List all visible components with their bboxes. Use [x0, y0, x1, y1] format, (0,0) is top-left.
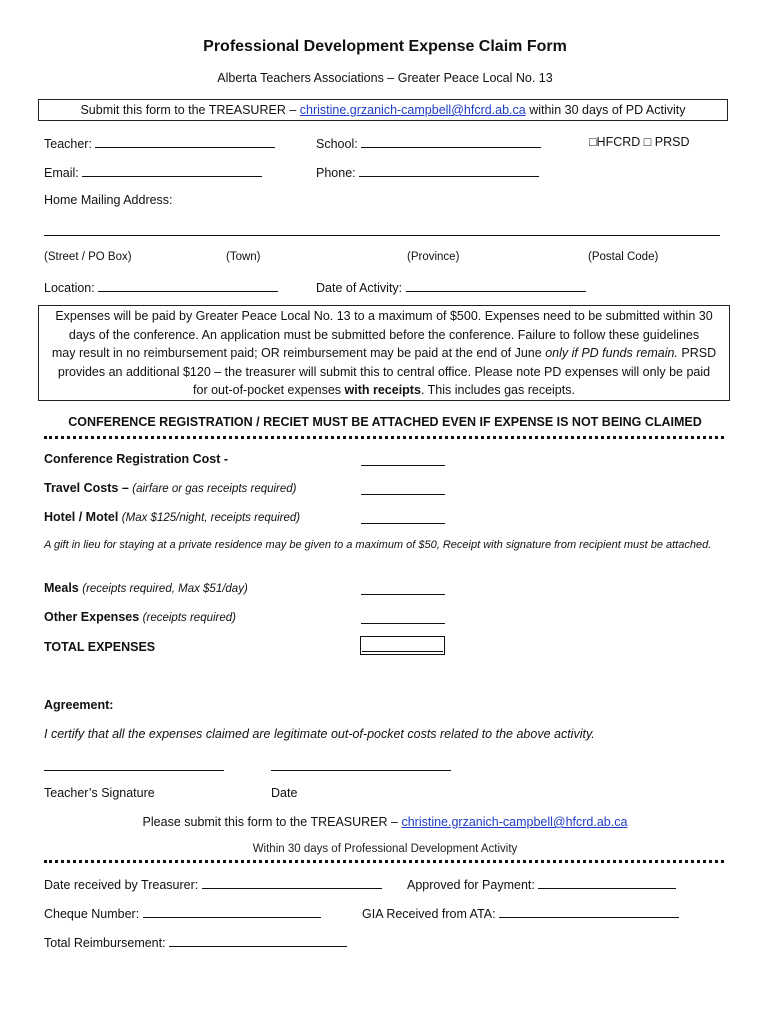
phone-field — [316, 164, 539, 180]
total-reimbursement-field — [44, 934, 347, 950]
other-item — [44, 610, 236, 624]
registration-label: Conference Registration Cost - — [44, 452, 229, 466]
location-input-line[interactable] — [98, 279, 278, 292]
cheque-label: Cheque Number: — [44, 907, 140, 921]
date-of-activity-label: Date of Activity: — [316, 281, 403, 295]
email-input-line[interactable] — [82, 164, 262, 177]
agreement-statement: I certify that all the expenses claimed are legitimate out-of-pocket costs related to the above activity. — [44, 727, 595, 741]
other-note: (receipts required) — [142, 612, 236, 624]
divider-dashed-bottom — [44, 860, 724, 863]
travel-label: Travel Costs – — [44, 481, 129, 495]
policy-line-1: Expenses will be paid by Greater Peace Local No. 13 to a maximum of $500. Expenses need to be submitted within 30 — [55, 309, 713, 323]
hotel-item — [44, 510, 300, 524]
school-input-line[interactable] — [361, 135, 541, 148]
approved-input-line[interactable] — [538, 876, 676, 889]
policy-line-5 — [45, 381, 723, 400]
home-address-input-line[interactable] — [44, 235, 720, 236]
date-of-activity-input-line[interactable] — [406, 279, 586, 292]
policy-line-3a: may result in no reimbursement paid; OR reimbursement may be paid at the end of June — [51, 346, 546, 361]
submit-notice-prefix: Submit this form to the TREASURER – — [80, 103, 300, 117]
policy-line-5c: . This includes gas receipts. — [420, 383, 575, 398]
date-line[interactable] — [271, 770, 451, 771]
school-label: School: — [316, 137, 358, 151]
total-reimbursement-label: Total Reimbursement: — [44, 936, 166, 950]
signature-line[interactable] — [44, 770, 224, 771]
total-item — [44, 640, 155, 654]
gia-field — [362, 905, 679, 921]
other-amount-line[interactable] — [361, 611, 445, 624]
travel-item — [44, 481, 297, 495]
date-received-label: Date received by Treasurer: — [44, 878, 199, 892]
policy-line-3c: PRSD — [677, 346, 717, 361]
meals-note: (receipts required, Max $51/day) — [82, 583, 248, 595]
policy-line-3 — [45, 344, 723, 363]
total-label: TOTAL EXPENSES — [44, 640, 156, 654]
school-field — [316, 135, 541, 151]
travel-note: (airfare or gas receipts required) — [132, 483, 297, 495]
gift-note: A gift in lieu for staying at a private residence may be given to a maximum of $50, Receipt with signature from recipient must be attached. — [44, 539, 712, 551]
other-label: Other Expenses — [44, 610, 140, 624]
agreement-heading: Agreement: — [44, 698, 114, 712]
footer-within-notice: Within 30 days of Professional Development Activity — [252, 843, 518, 855]
teacher-input-line[interactable] — [95, 135, 275, 148]
email-label: Email: — [44, 166, 79, 180]
street-label: (Street / PO Box) — [44, 251, 132, 263]
home-address-label: Home Mailing Address: — [44, 193, 173, 207]
cheque-input-line[interactable] — [143, 905, 321, 918]
attach-warning: CONFERENCE REGISTRATION / RECIET MUST BE ATTACHED EVEN IF EXPENSE IS NOT BEING CLAIMED — [68, 415, 702, 429]
policy-line-5a: for out-of-pocket expenses — [193, 383, 345, 398]
date-received-input-line[interactable] — [202, 876, 382, 889]
location-field — [44, 279, 278, 295]
hotel-note: (Max $125/night, receipts required) — [121, 512, 301, 524]
approved-field — [407, 876, 676, 892]
page-subtitle: Alberta Teachers Associations – Greater Peace Local No. 13 — [217, 71, 553, 85]
hotel-amount-line[interactable] — [361, 511, 445, 524]
policy-line-4: provides an additional $120 – the treasurer will submit this to central office. Please note PD expenses will only be paid — [57, 364, 711, 379]
total-reimbursement-input-line[interactable] — [169, 934, 347, 947]
teacher-field — [44, 135, 275, 151]
registration-item — [44, 452, 228, 466]
signature-label: Teacher’s Signature — [44, 786, 155, 800]
total-amount-box[interactable] — [360, 636, 445, 655]
email-field — [44, 164, 262, 180]
divider-dashed-top — [44, 436, 724, 439]
teacher-label: Teacher: — [44, 137, 92, 151]
submit-notice-box — [38, 99, 728, 121]
travel-amount-line[interactable] — [361, 482, 445, 495]
postal-code-label: (Postal Code) — [588, 251, 659, 263]
phone-input-line[interactable] — [359, 164, 539, 177]
gia-label: GIA Received from ATA: — [362, 907, 496, 921]
division-options[interactable]: □HFCRD □ PRSD — [589, 135, 690, 149]
submit-notice-suffix: within 30 days of PD Activity — [525, 103, 686, 117]
footer-treasurer-email-link[interactable]: christine.grzanich-campbell@hfcrd.ab.ca — [401, 815, 628, 829]
policy-line-5b: with receipts — [344, 383, 421, 398]
page-title: Professional Development Expense Claim Form — [203, 38, 567, 55]
town-label: (Town) — [226, 251, 261, 263]
policy-line-2: days of the conference. An application must be submitted before the conference. Failure to follow these guidelines — [68, 327, 700, 342]
hotel-label: Hotel / Motel — [44, 510, 119, 524]
expense-policy-box — [38, 305, 730, 401]
province-label: (Province) — [407, 251, 460, 263]
date-label: Date — [271, 786, 298, 800]
footer-submit-prefix: Please submit this form to the TREASURER – — [142, 815, 402, 829]
gia-input-line[interactable] — [499, 905, 679, 918]
approved-label: Approved for Payment: — [407, 878, 535, 892]
footer-submit-notice — [0, 815, 770, 829]
date-of-activity-field — [316, 279, 586, 295]
cheque-field — [44, 905, 321, 921]
phone-label: Phone: — [316, 166, 356, 180]
registration-amount-line[interactable] — [361, 453, 445, 466]
policy-line-3b: only if PD funds remain. — [545, 346, 678, 361]
treasurer-email-link[interactable]: christine.grzanich-campbell@hfcrd.ab.ca — [299, 103, 526, 117]
meals-item — [44, 581, 248, 595]
meals-label: Meals — [44, 581, 79, 595]
meals-amount-line[interactable] — [361, 582, 445, 595]
date-received-field — [44, 876, 382, 892]
location-label: Location: — [44, 281, 95, 295]
